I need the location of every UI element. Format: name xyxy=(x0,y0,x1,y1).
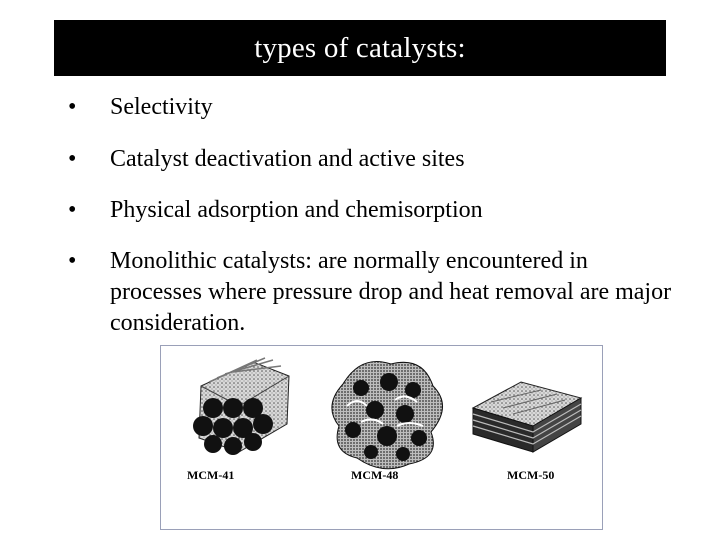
bullet-text: Selectivity xyxy=(110,94,213,120)
mcm-41-caption: MCM-41 xyxy=(187,468,235,482)
bullet-text: Catalyst deactivation and active sites xyxy=(110,146,465,172)
bullet-text: Monolithic catalysts: are normally encountered in processes where pressure drop and heat removal are major consideration. xyxy=(110,248,672,336)
bullet-dot: • xyxy=(68,94,77,120)
bullet-text: Physical adsorption and chemisorption xyxy=(110,197,483,223)
mcm-50-caption: MCM-50 xyxy=(507,468,555,482)
mcm-50-illustration xyxy=(473,382,581,452)
mcm-structures-image xyxy=(161,346,604,531)
bullet-dot: • xyxy=(68,146,77,172)
mcm-48-illustration xyxy=(332,362,443,469)
mcm-41-illustration xyxy=(193,358,289,455)
slide-title-bar xyxy=(54,20,666,76)
mcm-48-caption: MCM-48 xyxy=(351,468,399,482)
bullet-dot: • xyxy=(68,197,77,223)
mcm-structures-figure xyxy=(160,345,603,530)
bullet-dot: • xyxy=(68,248,77,274)
slide-title: types of catalysts: xyxy=(254,31,466,64)
